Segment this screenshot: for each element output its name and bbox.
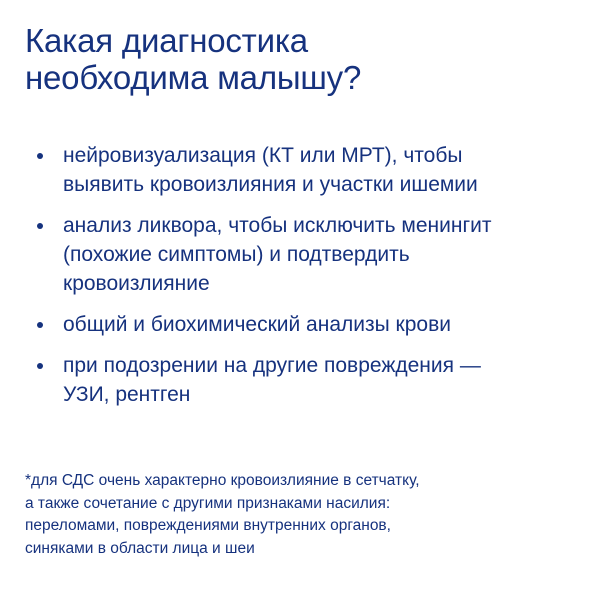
list-item-line: выявить кровоизлияния и участки ишемии [63, 173, 478, 196]
list-item-line: нейровизуализация (КТ или МРТ), чтобы [63, 144, 463, 167]
title-line-2: необходима малышу? [25, 59, 362, 96]
bullet-dot-icon [37, 322, 43, 328]
list-item-line: общий и биохимический анализы крови [63, 313, 451, 336]
bullet-dot-icon [37, 223, 43, 229]
footnote-line: *для СДС очень характерно кровоизлияние в сетчатку, [25, 472, 420, 489]
list-item-blood-tests [25, 310, 577, 339]
footnote-line: переломами, повреждениями внутренних органов, [25, 517, 391, 534]
footnote-line: а также сочетание с другими признаками насилия: [25, 494, 391, 512]
page-title [25, 22, 577, 96]
list-item-line: (похожие симптомы) и подтвердить [63, 243, 410, 266]
title-line-1: Какая диагностика [25, 22, 308, 59]
list-item-csf-analysis [25, 211, 577, 298]
list-item-line: УЗИ, рентген [63, 383, 191, 406]
footnote-line: синяками в области лица и шеи [25, 539, 255, 557]
bullet-dot-icon [37, 363, 43, 369]
footnote [25, 470, 565, 560]
diagnostics-list [25, 141, 577, 409]
list-item-other-injuries [25, 351, 577, 409]
bullet-dot-icon [37, 153, 43, 159]
list-item-line: анализ ликвора, чтобы исключить менингит [63, 214, 492, 237]
list-item-neuroimaging [25, 141, 577, 199]
list-item-line: при подозрении на другие повреждения — [63, 354, 481, 377]
list-item-line: кровоизлияние [63, 272, 210, 295]
